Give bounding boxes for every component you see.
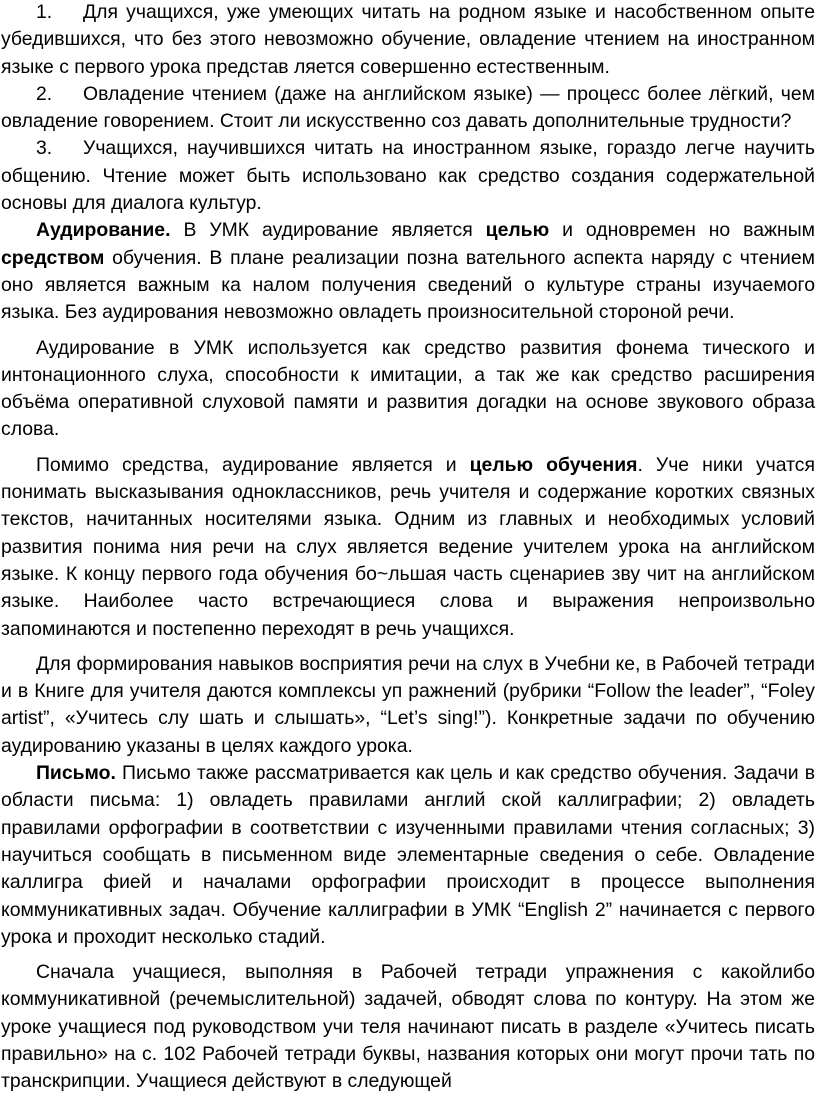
- writing-paragraph-1: [0, 760, 816, 951]
- listening-p3-text-c: . Уче ники учатся понимать высказывания одноклассников, речь учителя и содержание коротких связных текстов, начитанных носителями языка. Одним из главных и необходимых условий развития понима ния речи на слух является ведение учителем урока на английском языке. К концу первого года обучения бо~льшая часть сценариев зву чит на английском языке. Наиболее часто встречающиеся слова и выражения непроизвольно запоминаются и постепенно переходят в речь учащихся.: [1, 453, 816, 640]
- learning-goal-term: целью обучения: [469, 453, 638, 476]
- list-item-2: [0, 81, 816, 136]
- listening-p1-text-e: обучения. В плане реализации позна вательного аспекта наряду с чтением оно является важным ка налом получения сведений о культуре страны изучаемого языка. Без аудирования невозможно овладеть произносительной стороной речи.: [1, 246, 815, 324]
- listening-p1-text-c: и одновремен но важным: [549, 219, 815, 242]
- list-number-1: 1.: [36, 1, 53, 23]
- listening-means-term: средством: [1, 246, 105, 269]
- listening-paragraph-4: Для формирования навыков восприятия речи на слух в Учебни ке, в Рабочей тетради и в Книге для учителя даются комплексы уп ражнений (рубрики “Follow the leader”, “Foley artist”, «Учитесь слу шать и слышать», “Let’s sing!”). Конкретные задачи по обучению аудированию указаны в целях каждого урока.: [1, 652, 815, 757]
- listening-p1-text-a: В УМК аудирование является: [170, 219, 486, 242]
- writing-p1-text: Письмо также рассматривается как цель и как средство обучения. Задачи в области письма: 1) овладеть правилами англий ской каллиграфии; 2) овладеть правилами орфографии в соответствии с изученными правилами чтения согласных; 3) научиться сообщать в письменном виде элементарные сведения о себе. Овладение каллигра фией и началами орфографии происходит в процессе выполнения коммуникативных задач. Обучение каллиграфии в УМК “English 2” начинается с первого урока и проходит несколько стадий.: [1, 762, 815, 948]
- listening-paragraph-2: Аудирование в УМК используется как средство развития фонема тического и интонационного слуха, способности к имитации, а так же как средство расширения объёма оперативной слуховой памяти и развития догадки на основе звукового образа слова.: [1, 336, 815, 441]
- listening-heading: Аудирование.: [36, 219, 171, 242]
- list-number-3: 3.: [36, 137, 53, 160]
- list-item-1: [0, 0, 816, 81]
- listening-p3-text-a: Помимо средства, аудирование является и: [36, 453, 470, 476]
- list-text-1: Для учащихся, уже умеющих читать на родном языке и насобственном опыте убедившихся, что без этого невозможно обучение, овладение чтением на иностранном языке с первого урока представ ляется совершенно естественным.: [1, 1, 815, 78]
- writing-heading: Письмо.: [36, 762, 116, 785]
- listening-paragraph-3: [0, 452, 816, 643]
- writing-paragraph-2: Сначала учащиеся, выполняя в Рабочей тетради упражнения с какойлибо коммуникативной (речемыслительной) задачей, обводят слова по контуру. На этом же уроке учащиеся под руководством учи теля начинают писать в разделе «Учитесь писать правильно» на с. 102 Рабочей тетради буквы, названия которых они могут прочи тать по транскрипции. Учащиеся действуют в следующей: [1, 961, 815, 1093]
- listening-paragraph-1: [0, 217, 816, 326]
- list-item-3: [0, 135, 816, 217]
- list-text-2: Овладение чтением (даже на английском языке) — процесс более лёгкий, чем овладение говорением. Стоит ли искусственно соз давать дополнительные трудности?: [1, 82, 815, 133]
- listening-goal-term: целью: [485, 219, 550, 242]
- list-number-2: 2.: [36, 82, 53, 105]
- list-text-3: Учащихся, научившихся читать на иностранном языке, гораздо легче научить общению. Чтение может быть использовано как средство создания содержательной основы для диалога культур.: [1, 137, 815, 215]
